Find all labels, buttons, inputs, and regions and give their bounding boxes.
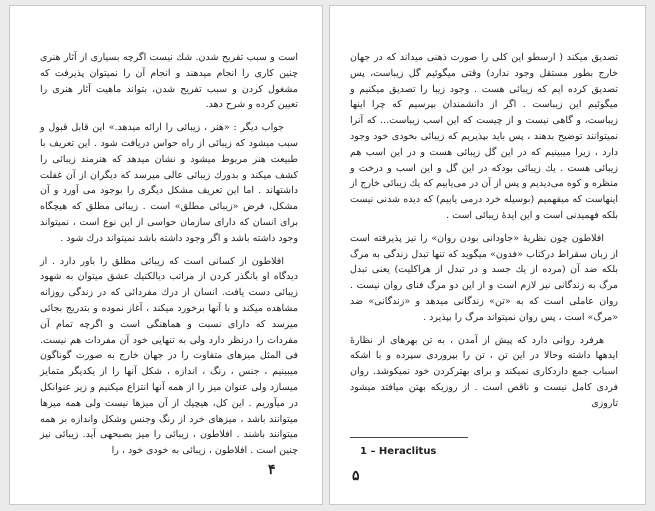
paragraph: است و سبب تفریح شدن. شك نیست اگرچه بسیاری از آثار هنری چنین کاری را انجام میدهند و انجام آن را نمیتوان پذیرفت که مشغول کردن و سبب تفریح شدن، بتواند ماهیت آثار هنری را تعیین کرده و شرح دهد. — [40, 52, 298, 111]
left-page-body — [40, 50, 298, 459]
left-page — [10, 6, 322, 504]
page-number: ۴ — [268, 462, 276, 478]
paragraph: افلاطون چون نظریۀ «جاودانی بودن روان» را نیز پذیرفته است از زبان سقراط درکتاب «فدون» میگوید که تنها تبدل زندگی به مرگ بلکه ضد آن (مرده از یك جسد و در تبدل از هراکلیت) یعنی تبدل مرگ به زندگانی نیز لازم است و از این دو مرگ فنای روان نیست . روان عاملی است که به «تن» زندگانی میدهد و «زندگانی» ضد «مرگ» است ، پس روان نمیتواند مرگ را بپذیرد . — [350, 232, 618, 323]
page-number: ۵ — [352, 468, 360, 484]
paragraph: هرفرد روانی دارد که پیش از آمدن ، به تن بهرهای از نظارۀ ایدهها داشته وحالا در این تن ، تن را بپروردی سپرده و با اشکه اسباب جمع داردکاری نمیکند و برای بهترکردن خود نمیکوشد. روان فردی کامل نیست و ناقص است . از روزیکه بهتن میافتد میشود تاروزی — [350, 334, 618, 409]
footnote: 1 – Heraclitus — [360, 446, 437, 457]
paragraph: جواب دیگر : «هنر ، زیبائی را ارائه میدهد.» این قابل قبول و سبب میشود که زیبائی از راه حواس دریافت شود . این تعریف با طبیعت هنر مربوط میشود و نشان میدهد که هنرمند زیبائی را کشف میکند و بدورك زیبائی عالی میرسد که دیگران از آن غفلت داشتهاند . اما این تعریف مشکل دیگری را بوجود می آورد و آن مشکل، فرض «زیبائی مطلق» است . زیبائی مطلق که هیچگاه برای انسان که دارای سازمان حواسی از این نوع است ، نمیتواند وجود داشته باشد و اگر وجود داشته باشد نمیتواند درك شود . — [40, 122, 298, 244]
paragraph: تصدیق میکند ( ارسطو این کلی را صورت ذهنی میداند که در جهان خارج بطور مستقل وجود ندارد) وقتی میگوئیم گل زیباست، پس تصدیق کرده ایم که زیبائی هست . وجود زیبا را تصدیق میکنیم و میگوئیم این زیباست . اگر از دانشمندان بپرسیم که چرا اینها زیباست، و گاهی نیست و از چیست که این اسب زیباست... که آنرا نمیتوانند توضیح بدهند ، پس باید بپذیریم که زیبائی بخودی خود وجود دارد ، زیرا میبینیم که در این گل زیبائی هست و در این اسب هم زیبائی هست . یك زیبائی بودکه در این گل و این اسب و درخت و منظره و کوه می‌دیدیم و پس از آن در می‌یابیم که یك زیبائی خارج از اینهاست که میفهمیم (بوسیله خرد درمی یابیم) که دیده شدنی نیست بلکه فهمیدنی است و این ایدۀ زیبائی است . — [350, 52, 618, 221]
footnote-divider — [350, 437, 468, 438]
paragraph: افلاطون از کسانی است که زیبائی مطلق را باور دارد . از دیدگاه او بانگذر کردن از مراتب دیالکتیك عشق میتوان به شهود زیبائی دست یافت. انسان از درك مفردائی که در زندگی روزانه مشاهده میکند و با آنها برخورد میکند ، آغاز نموده و بتدریج بجائی میرسد که دارای نسبت و هماهنگی است و اگرچه تمام آن مفردات را درنظر دارد ولی به تنهایی خود آن مفردات هم نیست. فی المثل میزهای متفاوت را در جهان خارج به صورت گوناگون میبینیم ، جنس ، رنگ ، اندازه ، شکل آنها را از یکدیگر متمایز میسازد ولی عنوان میز را از همه آنها انتزاع میکنیم و زیر عنوانکل در میآوریم . این کل، هیچیك از آن میزها نیست ولی همه میزها میتوانند باشد ، میزهای خرد از رنگ وجنس وشکل واندازه بر همه میتوانند باشند . افلاطون ، زیبائی را میز بصبحهی آید. زیبائی نیز چنین است . افلاطون ، زیبائی به خودی خود ، را — [40, 255, 298, 457]
right-page-body — [350, 50, 618, 412]
right-page — [330, 6, 645, 504]
